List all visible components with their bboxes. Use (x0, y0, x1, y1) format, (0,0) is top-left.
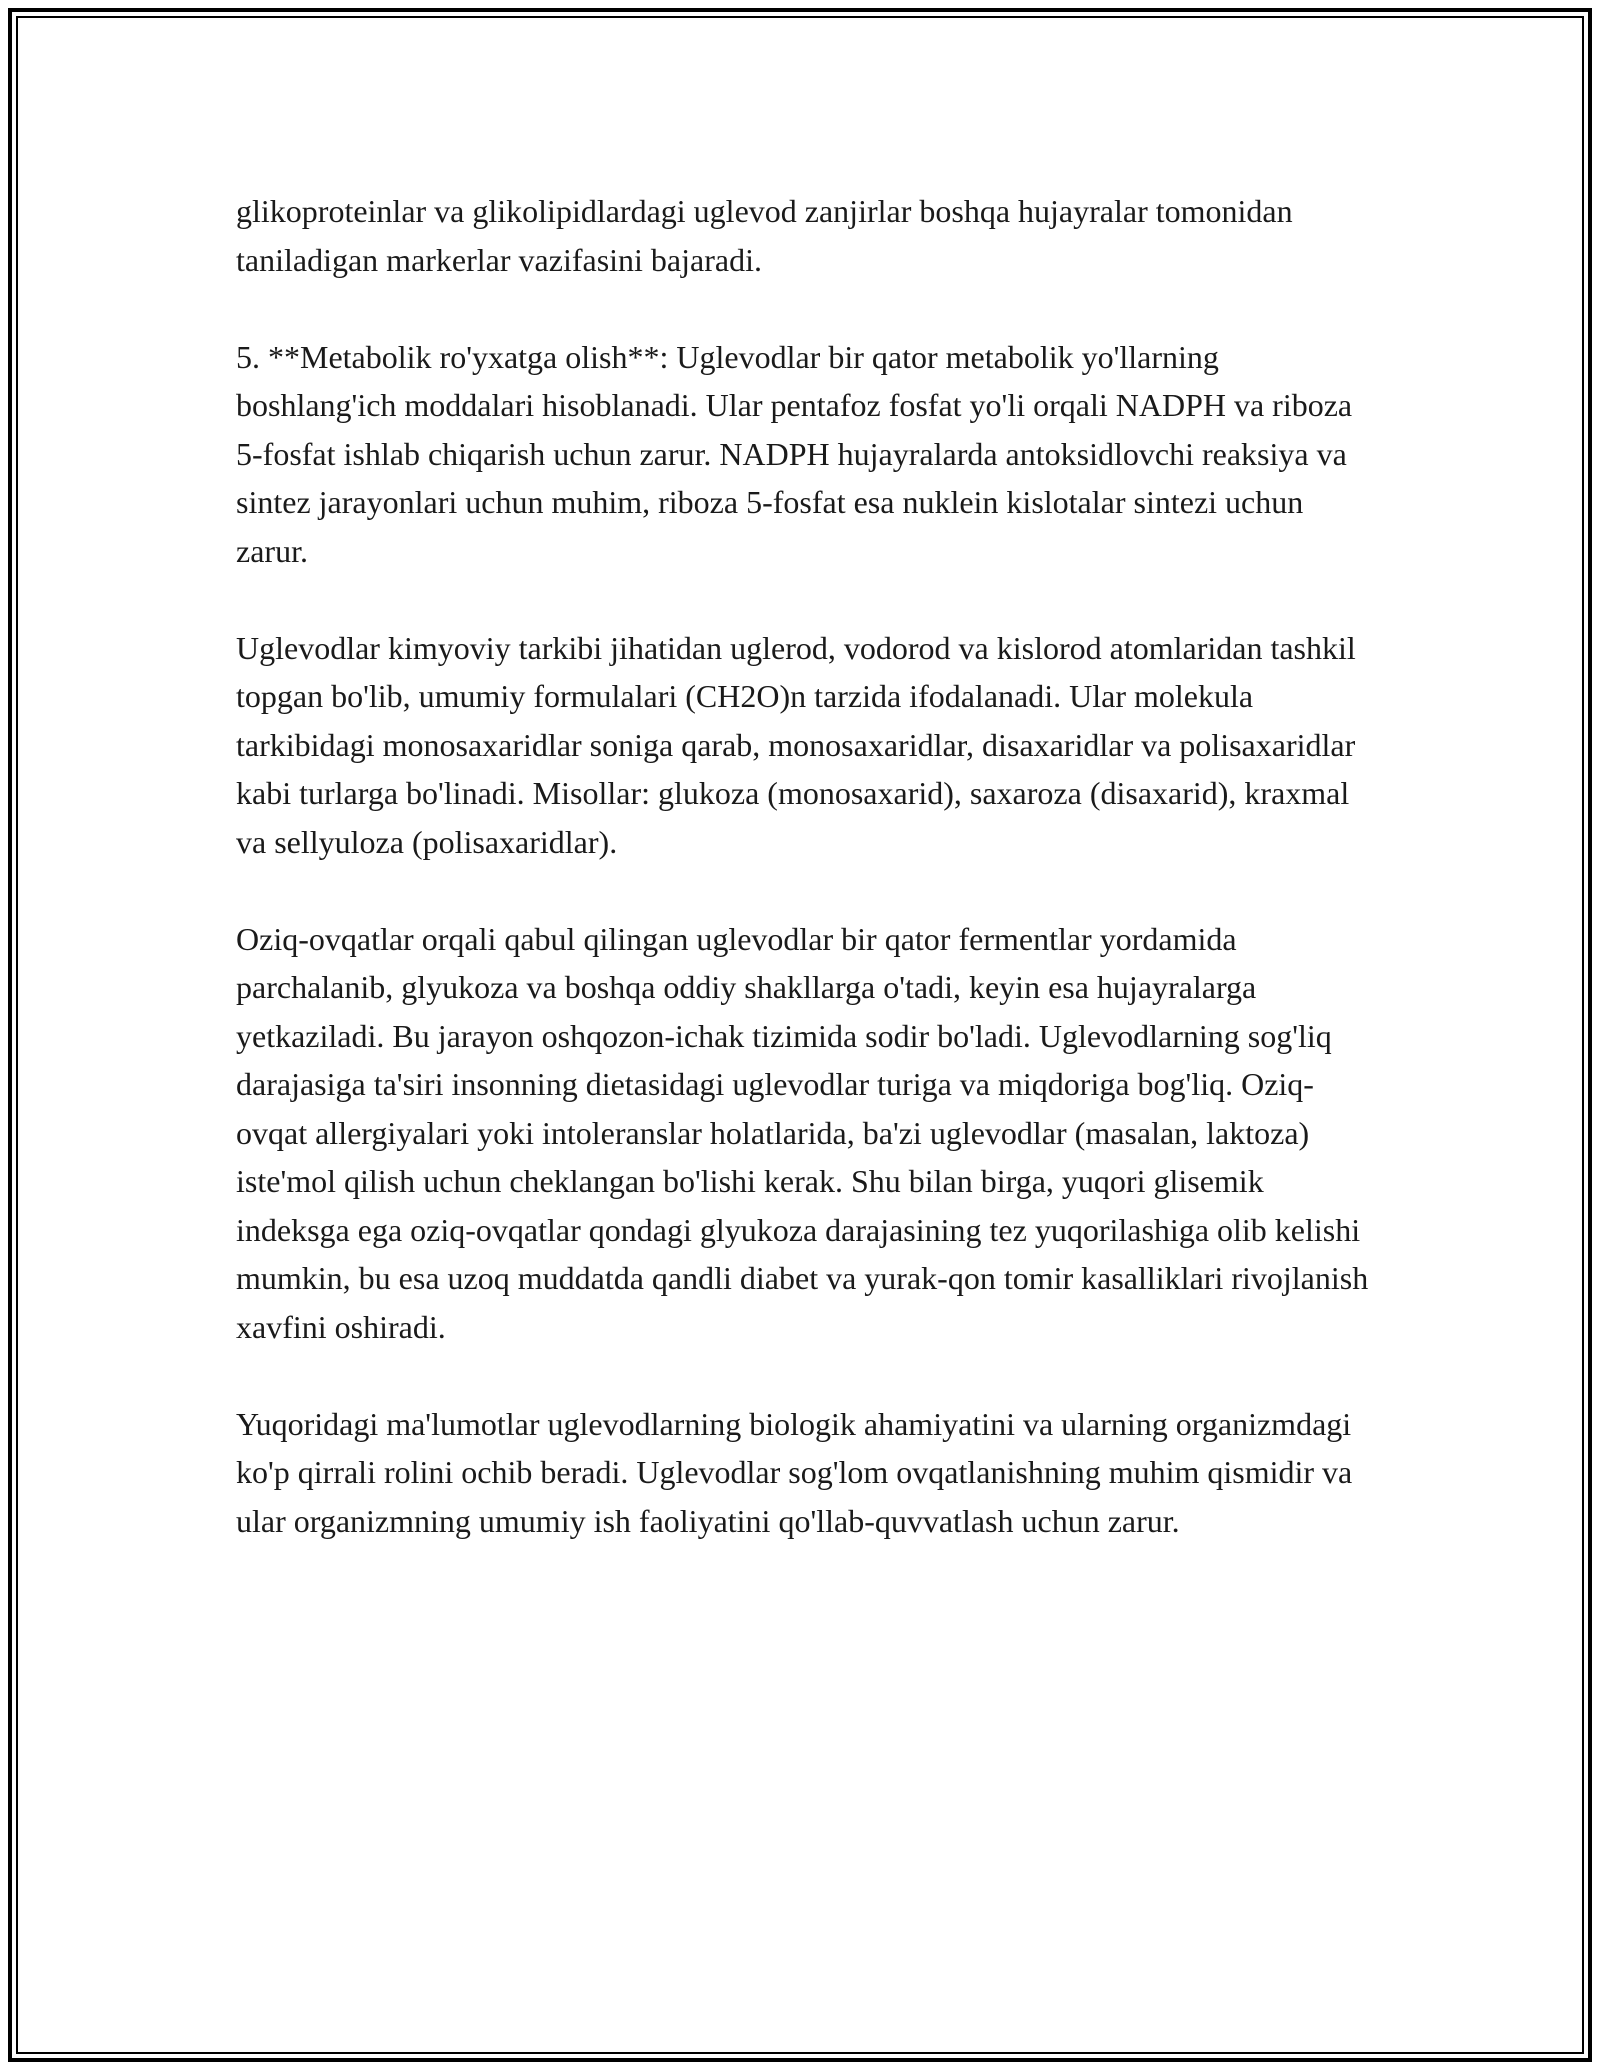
paragraph-chemical-composition: Uglevodlar kimyoviy tarkibi jihatidan uglerod, vodorod va kislorod atomlaridan tashkil topgan bo'lib, umumiy formulalari (CH2O)n tarzida ifodalanadi. Ular molekula tarkibidagi monosaxaridlar soniga qarab, monosaxaridlar, disaxaridlar va polisaxaridlar kabi turlarga bo'linadi. Misollar: glukoza (monosaxarid), saxaroza (disaxarid), kraxmal va sellyuloza (polisaxaridlar). (236, 629, 1356, 860)
document-body (236, 187, 1376, 1594)
paragraph-digestion-health: Oziq-ovqatlar orqali qabul qilingan uglevodlar bir qator fermentlar yordamida parchalanib, glyukoza va boshqa oddiy shakllarga o'tadi, keyin esa hujayralarga yetkaziladi. Bu jarayon oshqozon-ichak tizimida sodir bo'ladi. Uglevodlarning sog'liq darajasiga ta'siri insonning dietasidagi uglevodlar turiga va miqdoriga bog'liq. Oziq-ovqat allergiyalari yoki intoleranslar holatlarida, ba'zi uglevodlar (masalan, laktoza) iste'mol qilish uchun cheklangan bo'lishi kerak. Shu bilan birga, yuqori glisemik indeksga ega oziq-ovqatlar qondagi glyukoza darajasining tez yuqorilashiga olib kelishi mumkin, bu esa uzoq muddatda qandli diabet va yurak-qon tomir kasalliklari rivojlanish xavfini oshiradi. (236, 920, 1369, 1345)
paragraph-glycoprotein-markers: glikoproteinlar va glikolipidlardagi uglevod zanjirlar boshqa hujayralar tomonidan taniladigan markerlar vazifasini bajaradi. (236, 193, 1293, 278)
paragraph-metabolic-role: 5. **Metabolik ro'yxatga olish**: Uglevodlar bir qator metabolik yo'llarning boshlang'ich moddalari hisoblanadi. Ular pentafoz fosfat yo'li orqali NADPH va riboza 5-fosfat ishlab chiqarish uchun zarur. NADPH hujayralarda antoksidlovchi reaksiya va sintez jarayonlari uchun muhim, riboza 5-fosfat esa nuklein kislotalar sintezi uchun zarur. (236, 338, 1353, 569)
paragraph-conclusion: Yuqoridagi ma'lumotlar uglevodlarning biologik ahamiyatini va ularning organizmdagi ko'p qirrali rolini ochib beradi. Uglevodlar sog'lom ovqatlanishning muhim qismidir va ular organizmning umumiy ish faoliyatini qo'llab-quvvatlash uchun zarur. (236, 1405, 1353, 1539)
